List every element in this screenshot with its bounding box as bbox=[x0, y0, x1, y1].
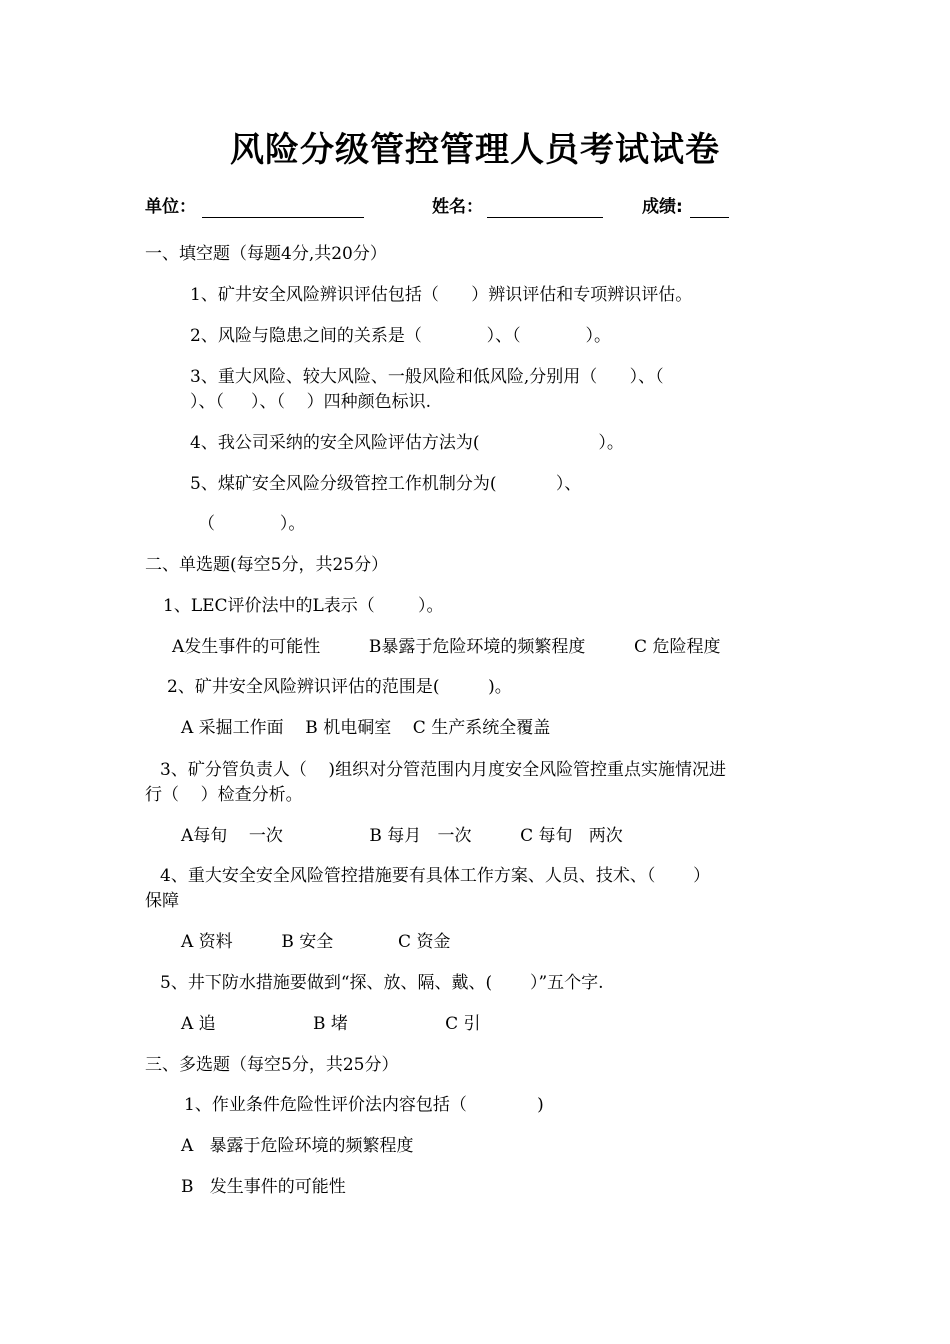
section2-question-5: 5、井下防水措施要做到“探、放、隔、戴、( ）”五个字. bbox=[160, 973, 604, 993]
name-blank-line bbox=[487, 217, 603, 218]
section2-question-4-line1: 4、重大安全安全风险管控措施要有具体工作方案、人员、技术、（ ） bbox=[160, 866, 711, 886]
section2-question-4-line2: 保障 bbox=[145, 891, 179, 911]
section1-question-5-line2: （ ）。 bbox=[198, 514, 306, 534]
section2-question-1: 1、LEC评价法中的L表示（ ）。 bbox=[163, 596, 444, 616]
name-label: 姓名： bbox=[432, 197, 483, 217]
section1-heading: 一、填空题（每题4分,共20分） bbox=[145, 244, 387, 264]
section2-question-3-line1: 3、矿分管负责人（ )组织对分管范围内月度安全风险管控重点实施情况进 bbox=[160, 760, 727, 780]
score-label: 成绩: bbox=[642, 197, 683, 217]
unit-label: 单位： bbox=[145, 197, 196, 217]
section1-question-3-line1: 3、重大风险、较大风险、一般风险和低风险,分别用（ ）、（ bbox=[190, 367, 664, 387]
section3-question-1-option-b: B 发生事件的可能性 bbox=[181, 1177, 346, 1197]
section1-question-5-line1: 5、煤矿安全风险分级管控工作机制分为( ）、 bbox=[190, 474, 582, 494]
section3-heading: 三、多选题（每空5分，共25分） bbox=[145, 1055, 399, 1075]
section1-question-4: 4、我公司采纳的安全风险评估方法为( ）。 bbox=[190, 433, 624, 453]
section2-question-2: 2、矿井安全风险辨识评估的范围是( )。 bbox=[167, 677, 512, 697]
section1-question-1: 1、矿井安全风险辨识评估包括（ ）辨识评估和专项辨识评估。 bbox=[190, 285, 693, 305]
page-title: 风险分级管控管理人员考试试卷 bbox=[230, 130, 720, 170]
section2-question-3-options: A每旬 一次 B 每月 一次 C 每旬 两次 bbox=[181, 826, 623, 846]
section3-question-1: 1、作业条件危险性评价法内容包括（ ) bbox=[184, 1095, 544, 1115]
unit-blank-line bbox=[202, 217, 364, 218]
score-blank-line bbox=[690, 217, 729, 218]
section2-heading: 二、单选题(每空5分，共25分） bbox=[145, 555, 389, 575]
section3-question-1-option-a: A 暴露于危险环境的频繁程度 bbox=[181, 1136, 414, 1156]
section2-question-1-options: A发生事件的可能性 B暴露于危险环境的频繁程度 C 危险程度 bbox=[172, 637, 721, 657]
section2-question-2-options: A 采掘工作面 B 机电硐室 C 生产系统全覆盖 bbox=[181, 718, 551, 738]
section1-question-2: 2、风险与隐患之间的关系是（ ）、（ ）。 bbox=[190, 326, 612, 346]
section2-question-4-options: A 资料 B 安全 C 资金 bbox=[181, 932, 451, 952]
section1-question-3-line2: ）、（ ）、（ ）四种颜色标识. bbox=[190, 392, 432, 412]
section2-question-3-line2: 行（ ）检查分析。 bbox=[145, 785, 303, 805]
section2-question-5-options: A 追 B 堵 C 引 bbox=[181, 1014, 481, 1034]
